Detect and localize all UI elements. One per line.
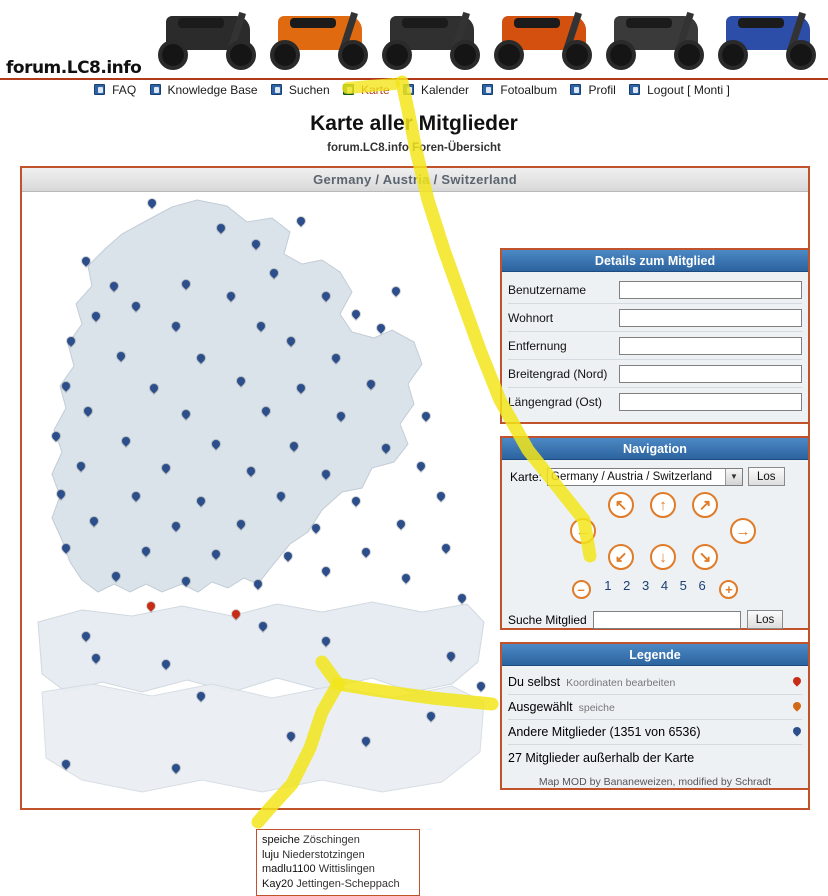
- detail-row-breitengrad: [508, 360, 802, 388]
- legend-row-others: [508, 720, 802, 745]
- book-icon: [150, 84, 161, 95]
- pan-southwest-button[interactable]: ↙: [608, 544, 634, 570]
- zoom-level-2[interactable]: 2: [623, 578, 631, 593]
- detail-row-wohnort: [508, 304, 802, 332]
- detail-label-breitengrad: Breitengrad (Nord): [508, 366, 608, 381]
- main-navigation: [0, 80, 828, 102]
- bike-image-5: [600, 6, 710, 74]
- detail-input-entfernung[interactable]: [619, 337, 802, 355]
- zoom-level-row: [508, 578, 802, 604]
- legend-sub-selected: speiche: [578, 702, 615, 714]
- map-select[interactable]: [547, 468, 743, 486]
- legend-label-others: Andere Mitglieder (1351 von 6536): [508, 725, 701, 739]
- pan-south-button[interactable]: ↓: [650, 544, 676, 570]
- detail-input-laengengrad[interactable]: [619, 393, 802, 411]
- legend-pin-blue-icon: [793, 726, 802, 738]
- bike-image-3: [376, 6, 486, 74]
- nav-item-kalender[interactable]: [403, 83, 473, 97]
- navigation-body: [502, 460, 808, 635]
- member-search-label: Suche Mitglied: [508, 612, 587, 627]
- site-logo: forum.LC8.info: [6, 58, 142, 78]
- legend-row-offmap: [508, 745, 802, 770]
- detail-label-wohnort: Wohnort: [508, 310, 554, 325]
- legend-body: [502, 666, 808, 794]
- detail-input-username[interactable]: [619, 281, 802, 299]
- bike-image-4: [488, 6, 598, 74]
- legend-sub-self[interactable]: Koordinaten bearbeiten: [566, 677, 676, 689]
- calendar-icon: [403, 84, 414, 95]
- zoom-level-6[interactable]: 6: [698, 578, 706, 593]
- nav-label-suchen[interactable]: Suchen: [288, 83, 330, 97]
- tooltip-entry: speiche Zöschingen: [262, 834, 360, 846]
- pan-northwest-button[interactable]: ↖: [608, 492, 634, 518]
- nav-item-profil[interactable]: [570, 83, 619, 97]
- nav-label-faq[interactable]: FAQ: [112, 83, 137, 97]
- zoom-out-button[interactable]: –: [572, 580, 591, 599]
- navigation-title: Navigation: [502, 438, 808, 460]
- pan-northeast-button[interactable]: ↗: [692, 492, 718, 518]
- members-map[interactable]: [22, 192, 496, 890]
- photo-icon: [482, 84, 493, 95]
- zoom-level-3[interactable]: 3: [641, 578, 650, 593]
- nav-label-profil[interactable]: Profil: [588, 83, 616, 97]
- map-graphic: [22, 192, 496, 808]
- sidebar-panels: [500, 192, 812, 808]
- map-tooltip: [256, 829, 420, 896]
- legend-pin-red-icon: [793, 676, 802, 688]
- detail-input-wohnort[interactable]: [619, 309, 802, 327]
- member-details-panel: [500, 248, 810, 424]
- detail-row-laengengrad: [508, 388, 802, 416]
- legend-label-offmap: 27 Mitglieder außerhalb der Karte: [508, 750, 695, 765]
- legend-panel: [500, 642, 810, 790]
- map-select-row: [510, 467, 800, 486]
- legend-label-selected: Ausgewählt: [508, 700, 573, 714]
- detail-input-breitengrad[interactable]: [619, 365, 802, 383]
- detail-row-username: [508, 276, 802, 304]
- nav-item-suchen[interactable]: [271, 83, 334, 97]
- zoom-level-5[interactable]: 5: [679, 578, 687, 593]
- map-region-band: Germany / Austria / Switzerland: [22, 168, 808, 192]
- legend-row-self: [508, 670, 802, 695]
- detail-label-username: Benutzername: [508, 282, 587, 297]
- member-search-input[interactable]: [593, 611, 741, 629]
- legend-label-self: Du selbst: [508, 675, 561, 689]
- zoom-in-button[interactable]: +: [719, 580, 738, 599]
- detail-label-laengengrad: Längengrad (Ost): [508, 395, 603, 409]
- legend-row-selected: [508, 695, 802, 720]
- page-title: Karte aller Mitglieder: [310, 112, 518, 135]
- pan-west-button[interactable]: ←: [570, 518, 596, 544]
- chevron-down-icon[interactable]: ▼: [725, 469, 742, 485]
- member-details-title: Details zum Mitglied: [502, 250, 808, 272]
- nav-label-logout[interactable]: Logout [ Monti ]: [647, 83, 730, 97]
- bike-image-1: [152, 6, 262, 74]
- legend-title: Legende: [502, 644, 808, 666]
- bike-image-6: [712, 6, 822, 74]
- pan-southeast-button[interactable]: ↘: [692, 544, 718, 570]
- detail-row-entfernung: [508, 332, 802, 360]
- nav-item-faq[interactable]: [94, 83, 140, 97]
- nav-item-fotoalbum[interactable]: [482, 83, 561, 97]
- nav-item-logout[interactable]: [629, 83, 734, 97]
- logout-icon: [629, 84, 640, 95]
- map-navigation-panel: [500, 436, 810, 630]
- tooltip-entry: Kay20 Jettingen-Scheppach: [262, 877, 400, 890]
- pan-north-button[interactable]: ↑: [650, 492, 676, 518]
- search-icon: [271, 84, 282, 95]
- site-header: [0, 0, 828, 80]
- map-select-go-button[interactable]: Los: [748, 467, 785, 486]
- map-container: [20, 166, 810, 890]
- nav-item-karte[interactable]: [343, 83, 394, 97]
- nav-label-fotoalbum[interactable]: Fotoalbum: [500, 83, 558, 97]
- zoom-level-4[interactable]: 4: [660, 578, 669, 593]
- map-select-label: Karte:: [510, 469, 543, 484]
- profile-icon: [570, 84, 581, 95]
- member-details-body: [502, 272, 808, 422]
- member-search-go-button[interactable]: Los: [747, 610, 784, 629]
- nav-label-kalender[interactable]: Kalender: [421, 83, 470, 97]
- question-icon: [94, 84, 105, 95]
- legend-credit: Map MOD by Bananeweizen, modified by Schradt: [538, 776, 772, 788]
- nav-item-knowledge-base[interactable]: [150, 83, 262, 97]
- bike-image-2: [264, 6, 374, 74]
- tooltip-entry: luju Niederstotzingen: [262, 848, 365, 861]
- member-search-row: [508, 610, 802, 629]
- zoom-level-1[interactable]: 1: [604, 578, 612, 593]
- nav-label-knowledge-base[interactable]: Knowledge Base: [167, 83, 258, 97]
- header-bike-banner: [152, 6, 824, 76]
- pan-arrow-pad: [508, 492, 802, 576]
- map-select-value: Germany / Austria / Switzerland: [551, 470, 713, 483]
- breadcrumb: forum.LC8.info Foren-Übersicht: [327, 142, 501, 154]
- detail-label-entfernung: Entfernung: [508, 338, 567, 353]
- map-content: [22, 192, 808, 890]
- tooltip-entry: madlu1100 Wittislingen: [262, 863, 375, 875]
- pan-east-button[interactable]: →: [730, 518, 756, 544]
- legend-pin-orange-icon: [793, 701, 802, 713]
- map-icon: [343, 84, 354, 95]
- nav-label-karte[interactable]: Karte: [360, 83, 390, 97]
